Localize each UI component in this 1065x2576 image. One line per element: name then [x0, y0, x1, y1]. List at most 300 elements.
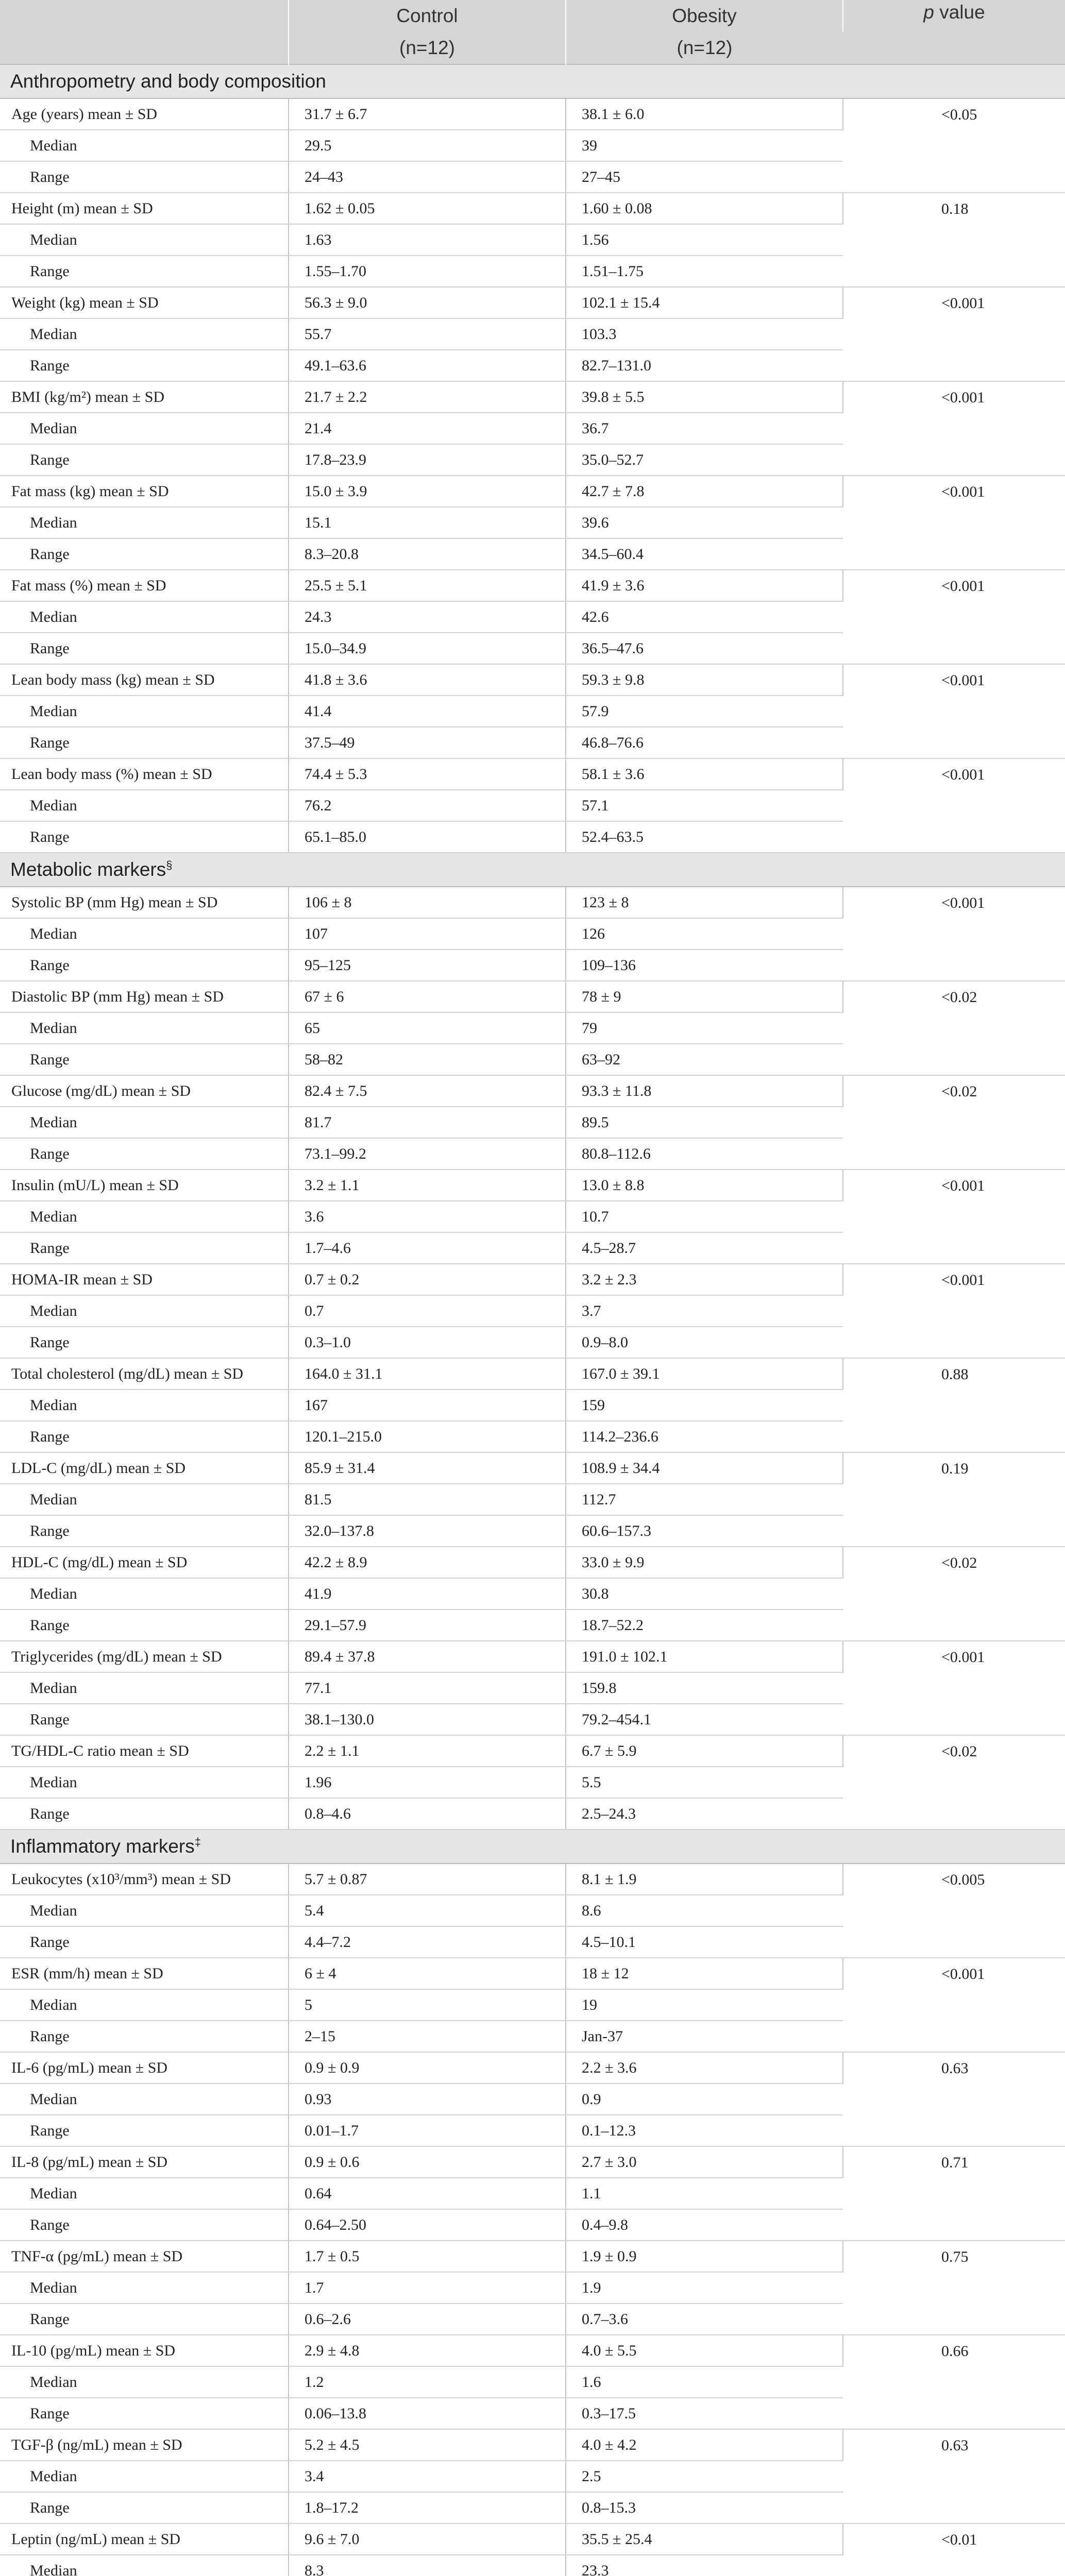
control-value: 15.0–34.9 [289, 633, 566, 664]
control-value: 5.2 ± 4.5 [289, 2429, 566, 2461]
control-value: 0.9 ± 0.6 [289, 2146, 566, 2178]
p-value: <0.001 [843, 1641, 1065, 1735]
row-label: Range [0, 2209, 289, 2241]
control-value: 89.4 ± 37.8 [289, 1641, 566, 1672]
control-value: 0.3–1.0 [289, 1327, 566, 1358]
control-value: 65.1–85.0 [289, 821, 566, 853]
row-label: Median [0, 1295, 289, 1327]
obesity-value: 109–136 [566, 950, 843, 981]
row-label: HOMA-IR mean ± SD [0, 1264, 289, 1295]
section-title-sup: ‡ [194, 1835, 201, 1849]
row-label: Median [0, 1672, 289, 1704]
obesity-value: 0.1–12.3 [566, 2115, 843, 2146]
control-value: 3.4 [289, 2461, 566, 2492]
control-value: 81.5 [289, 1484, 566, 1515]
obesity-value: 0.7–3.6 [566, 2303, 843, 2335]
obesity-value: 0.9–8.0 [566, 1327, 843, 1358]
obesity-value: 8.1 ± 1.9 [566, 1863, 843, 1895]
header-control: Control [289, 0, 566, 32]
control-value: 0.9 ± 0.9 [289, 2052, 566, 2083]
control-value: 42.2 ± 8.9 [289, 1547, 566, 1578]
p-value: <0.02 [843, 1075, 1065, 1170]
row-label: Median [0, 1484, 289, 1515]
obesity-value: 18 ± 12 [566, 1958, 843, 1989]
row-label: Range [0, 950, 289, 981]
p-value: <0.005 [843, 1863, 1065, 1958]
table-row [0, 1358, 1065, 1389]
header-pvalue [843, 0, 1065, 64]
table-row [0, 1547, 1065, 1578]
control-value: 41.9 [289, 1578, 566, 1609]
row-label: Median [0, 1012, 289, 1044]
p-value: <0.001 [843, 287, 1065, 381]
control-value: 58–82 [289, 1044, 566, 1075]
obesity-value: 8.6 [566, 1895, 843, 1926]
obesity-value: 38.1 ± 6.0 [566, 98, 843, 130]
table-row [0, 193, 1065, 224]
row-label: Range [0, 538, 289, 570]
control-value: 74.4 ± 5.3 [289, 758, 566, 790]
row-label: Range [0, 1704, 289, 1735]
row-label: Range [0, 2492, 289, 2523]
row-label: Range [0, 350, 289, 381]
obesity-value: 103.3 [566, 318, 843, 350]
table-row [0, 1958, 1065, 1989]
control-value: 1.96 [289, 1767, 566, 1798]
row-label: Range [0, 2115, 289, 2146]
row-label: Fat mass (%) mean ± SD [0, 570, 289, 601]
row-label: Range [0, 2303, 289, 2335]
row-label: Median [0, 1389, 289, 1421]
row-label: TG/HDL-C ratio mean ± SD [0, 1735, 289, 1767]
obesity-value: 3.7 [566, 1295, 843, 1327]
control-value: 167 [289, 1389, 566, 1421]
row-label: Range [0, 1327, 289, 1358]
p-value: 0.75 [843, 2241, 1065, 2335]
control-value: 5.7 ± 0.87 [289, 1863, 566, 1895]
row-label: Glucose (mg/dL) mean ± SD [0, 1075, 289, 1107]
control-value: 3.2 ± 1.1 [289, 1170, 566, 1201]
obesity-value: 30.8 [566, 1578, 843, 1609]
row-label: Median [0, 2555, 289, 2576]
obesity-value: 191.0 ± 102.1 [566, 1641, 843, 1672]
obesity-value: 4.5–10.1 [566, 1926, 843, 1958]
row-label: Range [0, 2021, 289, 2052]
section-title [0, 853, 1065, 887]
control-value: 0.7 ± 0.2 [289, 1264, 566, 1295]
table-row [0, 1641, 1065, 1672]
table-row [0, 981, 1065, 1012]
obesity-value: 3.2 ± 2.3 [566, 1264, 843, 1295]
row-label: Weight (kg) mean ± SD [0, 287, 289, 318]
section-title [0, 1829, 1065, 1863]
section-header [0, 1829, 1065, 1863]
obesity-value: 0.3–17.5 [566, 2398, 843, 2429]
row-label: Triglycerides (mg/dL) mean ± SD [0, 1641, 289, 1672]
row-label: Median [0, 2178, 289, 2209]
control-value: 0.6–2.6 [289, 2303, 566, 2335]
obesity-value: 19 [566, 1989, 843, 2021]
table-row [0, 98, 1065, 130]
section-title [0, 64, 1065, 98]
row-label: TGF-β (ng/mL) mean ± SD [0, 2429, 289, 2461]
control-value: 29.1–57.9 [289, 1609, 566, 1641]
row-label: Range [0, 1232, 289, 1264]
control-value: 41.4 [289, 696, 566, 727]
obesity-value: 36.7 [566, 413, 843, 444]
section-title-text: Metabolic markers [10, 859, 166, 880]
table-row [0, 887, 1065, 918]
row-label: Lean body mass (%) mean ± SD [0, 758, 289, 790]
obesity-value: 1.60 ± 0.08 [566, 193, 843, 224]
control-value: 15.1 [289, 507, 566, 538]
control-value: 106 ± 8 [289, 887, 566, 918]
obesity-value: 0.8–15.3 [566, 2492, 843, 2523]
control-value: 0.8–4.6 [289, 1798, 566, 1829]
obesity-value: 35.0–52.7 [566, 444, 843, 476]
table-row [0, 2052, 1065, 2083]
p-value: <0.001 [843, 1264, 1065, 1358]
obesity-value: 59.3 ± 9.8 [566, 664, 843, 696]
control-value: 65 [289, 1012, 566, 1044]
row-label: Insulin (mU/L) mean ± SD [0, 1170, 289, 1201]
row-label: Median [0, 2272, 289, 2303]
obesity-value: 35.5 ± 25.4 [566, 2523, 843, 2555]
row-label: Median [0, 2366, 289, 2398]
section-header [0, 64, 1065, 98]
row-label: Median [0, 1989, 289, 2021]
obesity-value: 60.6–157.3 [566, 1515, 843, 1547]
section-title-sup: § [166, 858, 173, 872]
control-value: 8.3–20.8 [289, 538, 566, 570]
p-value: <0.001 [843, 1958, 1065, 2052]
control-value: 4.4–7.2 [289, 1926, 566, 1958]
obesity-value: 78 ± 9 [566, 981, 843, 1012]
control-value: 8.3 [289, 2555, 566, 2576]
control-value: 95–125 [289, 950, 566, 981]
p-value: <0.001 [843, 1170, 1065, 1264]
obesity-value: 167.0 ± 39.1 [566, 1358, 843, 1389]
obesity-value: 4.5–28.7 [566, 1232, 843, 1264]
table-row [0, 1863, 1065, 1895]
row-label: Diastolic BP (mm Hg) mean ± SD [0, 981, 289, 1012]
obesity-value: 108.9 ± 34.4 [566, 1452, 843, 1484]
row-label: Leptin (ng/mL) mean ± SD [0, 2523, 289, 2555]
row-label: Median [0, 413, 289, 444]
row-label: Median [0, 1767, 289, 1798]
p-value: 0.19 [843, 1452, 1065, 1547]
row-label: Median [0, 1107, 289, 1138]
obesity-value: 1.9 ± 0.9 [566, 2241, 843, 2272]
section-title-text: Anthropometry and body composition [10, 71, 326, 92]
row-label: Range [0, 633, 289, 664]
p-value: 0.63 [843, 2429, 1065, 2523]
control-value: 21.7 ± 2.2 [289, 381, 566, 413]
control-value: 49.1–63.6 [289, 350, 566, 381]
table-row [0, 1075, 1065, 1107]
obesity-value: 1.51–1.75 [566, 256, 843, 287]
row-label: Range [0, 256, 289, 287]
control-value: 21.4 [289, 413, 566, 444]
row-label: Range [0, 1515, 289, 1547]
section-header [0, 853, 1065, 887]
obesity-value: 4.0 ± 5.5 [566, 2335, 843, 2366]
row-label: Height (m) mean ± SD [0, 193, 289, 224]
control-value: 67 ± 6 [289, 981, 566, 1012]
obesity-value: 33.0 ± 9.9 [566, 1547, 843, 1578]
obesity-value: 52.4–63.5 [566, 821, 843, 853]
control-value: 2.2 ± 1.1 [289, 1735, 566, 1767]
row-label: TNF-α (pg/mL) mean ± SD [0, 2241, 289, 2272]
row-label: Range [0, 1609, 289, 1641]
control-value: 1.7–4.6 [289, 1232, 566, 1264]
header-obesity: Obesity [566, 0, 843, 32]
p-value: <0.02 [843, 1547, 1065, 1641]
obesity-value: 114.2–236.6 [566, 1421, 843, 1452]
obesity-value: 5.5 [566, 1767, 843, 1798]
p-value: <0.01 [843, 2523, 1065, 2576]
obesity-value: 126 [566, 918, 843, 950]
row-label: Median [0, 507, 289, 538]
control-value: 37.5–49 [289, 727, 566, 758]
obesity-value: 46.8–76.6 [566, 727, 843, 758]
table-row [0, 570, 1065, 601]
p-value: 0.66 [843, 2335, 1065, 2429]
obesity-value: Jan-37 [566, 2021, 843, 2052]
control-value: 2.9 ± 4.8 [289, 2335, 566, 2366]
row-label: IL-8 (pg/mL) mean ± SD [0, 2146, 289, 2178]
obesity-value: 10.7 [566, 1201, 843, 1232]
p-value: 0.71 [843, 2146, 1065, 2241]
row-label: Median [0, 696, 289, 727]
row-label: Range [0, 1926, 289, 1958]
control-value: 17.8–23.9 [289, 444, 566, 476]
row-label: Range [0, 444, 289, 476]
obesity-value: 0.4–9.8 [566, 2209, 843, 2241]
obesity-value: 1.1 [566, 2178, 843, 2209]
row-label: Systolic BP (mm Hg) mean ± SD [0, 887, 289, 918]
obesity-value: 79.2–454.1 [566, 1704, 843, 1735]
row-label: Range [0, 1044, 289, 1075]
control-value: 56.3 ± 9.0 [289, 287, 566, 318]
control-value: 2–15 [289, 2021, 566, 2052]
section-title-text: Inflammatory markers [10, 1836, 195, 1857]
row-label: Range [0, 1798, 289, 1829]
header-blank-cell [0, 0, 289, 64]
row-label: LDL-C (mg/dL) mean ± SD [0, 1452, 289, 1484]
row-label: BMI (kg/m²) mean ± SD [0, 381, 289, 413]
obesity-value: 1.56 [566, 224, 843, 256]
p-value: 0.63 [843, 2052, 1065, 2146]
control-value: 24–43 [289, 161, 566, 193]
control-value: 81.7 [289, 1107, 566, 1138]
table-row [0, 1452, 1065, 1484]
control-value: 9.6 ± 7.0 [289, 2523, 566, 2555]
control-value: 0.06–13.8 [289, 2398, 566, 2429]
table-row [0, 2335, 1065, 2366]
control-value: 0.7 [289, 1295, 566, 1327]
obesity-value: 36.5–47.6 [566, 633, 843, 664]
row-label: Range [0, 1138, 289, 1170]
control-value: 107 [289, 918, 566, 950]
obesity-value: 18.7–52.2 [566, 1609, 843, 1641]
control-value: 164.0 ± 31.1 [289, 1358, 566, 1389]
row-label: Range [0, 161, 289, 193]
row-label: Lean body mass (kg) mean ± SD [0, 664, 289, 696]
row-label: Median [0, 224, 289, 256]
obesity-value: 57.1 [566, 790, 843, 821]
row-label: Range [0, 2398, 289, 2429]
control-value: 1.7 ± 0.5 [289, 2241, 566, 2272]
control-value: 32.0–137.8 [289, 1515, 566, 1547]
obesity-value: 2.5 [566, 2461, 843, 2492]
control-value: 25.5 ± 5.1 [289, 570, 566, 601]
obesity-value: 4.0 ± 4.2 [566, 2429, 843, 2461]
obesity-value: 2.5–24.3 [566, 1798, 843, 1829]
table-row [0, 2146, 1065, 2178]
p-value: <0.001 [843, 887, 1065, 981]
row-label: Age (years) mean ± SD [0, 98, 289, 130]
control-value: 31.7 ± 6.7 [289, 98, 566, 130]
row-label: Total cholesterol (mg/dL) mean ± SD [0, 1358, 289, 1389]
obesity-value: 57.9 [566, 696, 843, 727]
obesity-value: 159.8 [566, 1672, 843, 1704]
p-value: 0.88 [843, 1358, 1065, 1452]
row-label: Median [0, 918, 289, 950]
obesity-value: 27–45 [566, 161, 843, 193]
row-label: Range [0, 1421, 289, 1452]
p-value: <0.001 [843, 664, 1065, 758]
control-value: 1.62 ± 0.05 [289, 193, 566, 224]
obesity-value: 89.5 [566, 1107, 843, 1138]
control-value: 38.1–130.0 [289, 1704, 566, 1735]
obesity-value: 42.6 [566, 601, 843, 633]
obesity-value: 2.7 ± 3.0 [566, 2146, 843, 2178]
control-value: 1.2 [289, 2366, 566, 2398]
control-value: 29.5 [289, 130, 566, 161]
obesity-value: 42.7 ± 7.8 [566, 476, 843, 507]
control-value: 77.1 [289, 1672, 566, 1704]
obesity-value: 1.6 [566, 2366, 843, 2398]
table-row [0, 664, 1065, 696]
table-row [0, 758, 1065, 790]
control-value: 5 [289, 1989, 566, 2021]
obesity-value: 80.8–112.6 [566, 1138, 843, 1170]
p-value: <0.001 [843, 570, 1065, 664]
obesity-value: 159 [566, 1389, 843, 1421]
obesity-value: 0.9 [566, 2083, 843, 2115]
obesity-value: 23.3 [566, 2555, 843, 2576]
row-label: Median [0, 1895, 289, 1926]
obesity-value: 41.9 ± 3.6 [566, 570, 843, 601]
table-row [0, 1735, 1065, 1767]
row-label: Fat mass (kg) mean ± SD [0, 476, 289, 507]
p-value: <0.02 [843, 981, 1065, 1075]
control-value: 55.7 [289, 318, 566, 350]
control-value: 0.64–2.50 [289, 2209, 566, 2241]
p-value: <0.05 [843, 98, 1065, 193]
table-row [0, 2429, 1065, 2461]
obesity-value: 82.7–131.0 [566, 350, 843, 381]
control-value: 82.4 ± 7.5 [289, 1075, 566, 1107]
obesity-value: 93.3 ± 11.8 [566, 1075, 843, 1107]
row-label: Median [0, 318, 289, 350]
table-row [0, 476, 1065, 507]
control-value: 1.7 [289, 2272, 566, 2303]
control-value: 0.64 [289, 2178, 566, 2209]
control-value: 24.3 [289, 601, 566, 633]
row-label: Median [0, 1578, 289, 1609]
obesity-value: 123 ± 8 [566, 887, 843, 918]
row-label: Median [0, 2083, 289, 2115]
row-label: Median [0, 601, 289, 633]
row-label: Median [0, 1201, 289, 1232]
obesity-value: 39 [566, 130, 843, 161]
row-label: IL-6 (pg/mL) mean ± SD [0, 2052, 289, 2083]
table-row [0, 2241, 1065, 2272]
control-value: 1.55–1.70 [289, 256, 566, 287]
row-label: Range [0, 821, 289, 853]
control-value: 3.6 [289, 1201, 566, 1232]
table-row [0, 287, 1065, 318]
control-value: 6 ± 4 [289, 1958, 566, 1989]
header-pvalue-rest: value [934, 2, 985, 23]
table-body [0, 64, 1065, 2576]
control-value: 73.1–99.2 [289, 1138, 566, 1170]
p-value: <0.02 [843, 1735, 1065, 1829]
row-label: Median [0, 130, 289, 161]
obesity-value: 58.1 ± 3.6 [566, 758, 843, 790]
obesity-value: 112.7 [566, 1484, 843, 1515]
obesity-value: 79 [566, 1012, 843, 1044]
p-value: <0.001 [843, 758, 1065, 853]
obesity-value: 13.0 ± 8.8 [566, 1170, 843, 1201]
control-value: 1.63 [289, 224, 566, 256]
row-label: Range [0, 727, 289, 758]
control-value: 1.8–17.2 [289, 2492, 566, 2523]
obesity-value: 39.6 [566, 507, 843, 538]
obesity-value: 63–92 [566, 1044, 843, 1075]
obesity-value: 1.9 [566, 2272, 843, 2303]
obesity-value: 39.8 ± 5.5 [566, 381, 843, 413]
control-value: 15.0 ± 3.9 [289, 476, 566, 507]
obesity-value: 102.1 ± 15.4 [566, 287, 843, 318]
row-label: HDL-C (mg/dL) mean ± SD [0, 1547, 289, 1578]
row-label: IL-10 (pg/mL) mean ± SD [0, 2335, 289, 2366]
header-pvalue-p: p [923, 2, 934, 23]
row-label: ESR (mm/h) mean ± SD [0, 1958, 289, 1989]
table-row [0, 1264, 1065, 1295]
control-value: 0.93 [289, 2083, 566, 2115]
obesity-value: 6.7 ± 5.9 [566, 1735, 843, 1767]
obesity-value: 2.2 ± 3.6 [566, 2052, 843, 2083]
control-value: 0.01–1.7 [289, 2115, 566, 2146]
table-row [0, 1170, 1065, 1201]
obesity-value: 34.5–60.4 [566, 538, 843, 570]
table-row [0, 381, 1065, 413]
table-row [0, 2523, 1065, 2555]
p-value: 0.18 [843, 193, 1065, 287]
p-value: <0.001 [843, 476, 1065, 570]
control-value: 85.9 ± 31.4 [289, 1452, 566, 1484]
control-value: 5.4 [289, 1895, 566, 1926]
control-value: 41.8 ± 3.6 [289, 664, 566, 696]
header-n-control: (n=12) [289, 32, 566, 64]
row-label: Median [0, 790, 289, 821]
row-label: Leukocytes (x10³/mm³) mean ± SD [0, 1863, 289, 1895]
header-n-obesity: (n=12) [566, 32, 843, 64]
control-value: 120.1–215.0 [289, 1421, 566, 1452]
